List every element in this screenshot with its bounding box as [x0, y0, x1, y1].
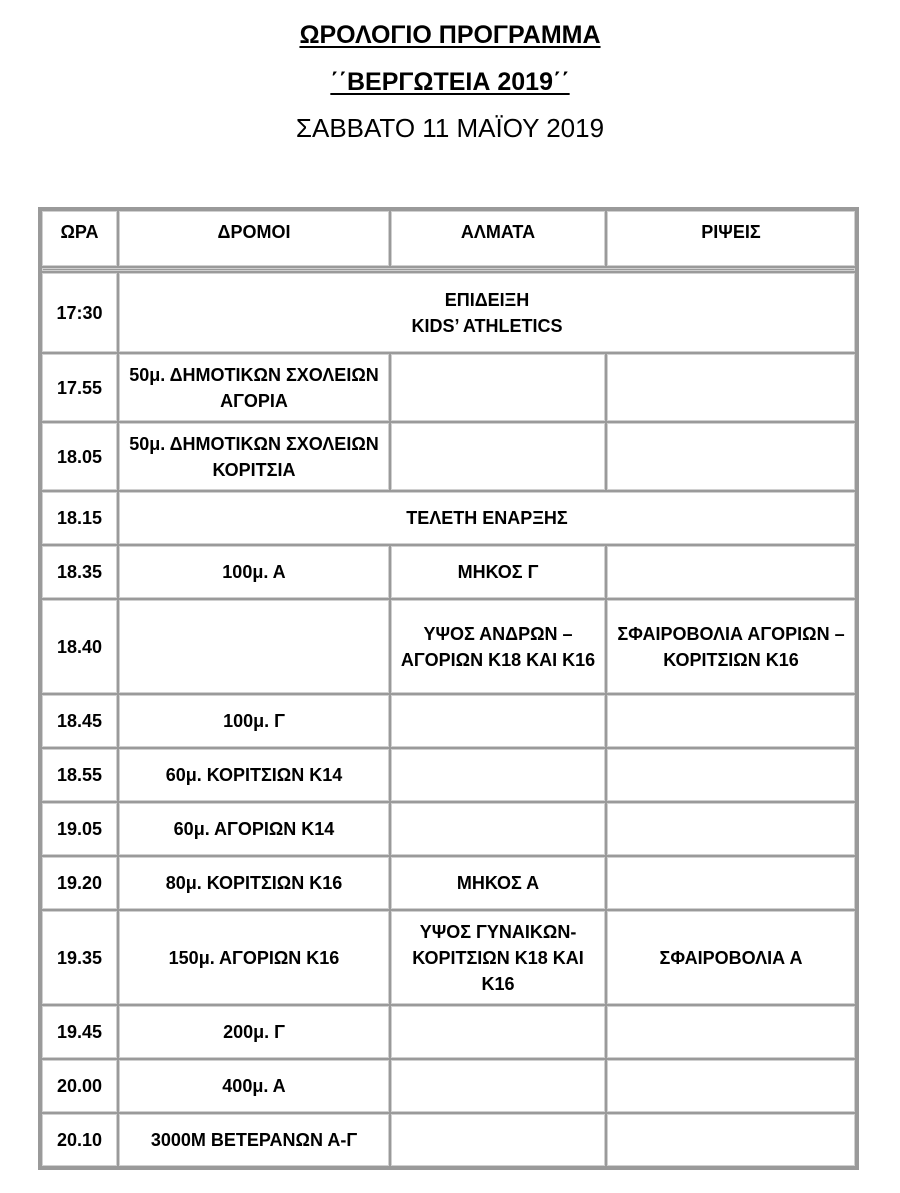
jumps-event — [390, 1005, 606, 1059]
throws-event: ΣΦΑΙΡΟΒΟΛΙΑ Α — [606, 910, 856, 1005]
table-row — [41, 802, 856, 856]
event-title: ΄΄ΒΕΡΓΩΤΕΙΑ 2019΄΄ — [330, 68, 570, 96]
track-event: 150μ. ΑΓΟΡΙΩΝ Κ16 — [118, 910, 390, 1005]
jumps-event: ΥΨΟΣ ΓΥΝΑΙΚΩΝ-ΚΟΡΙΤΣΙΩΝ Κ18 ΚΑΙ Κ16 — [390, 910, 606, 1005]
throws-event: ΣΦΑΙΡΟΒΟΛΙΑ ΑΓΟΡΙΩΝ – ΚΟΡΙΤΣΙΩΝ Κ16 — [606, 599, 856, 694]
throws-event — [606, 545, 856, 599]
table-row — [41, 1005, 856, 1059]
throws-event — [606, 856, 856, 910]
table-row-demo — [41, 272, 856, 353]
table-row — [41, 1059, 856, 1113]
row-time: 19.05 — [41, 802, 118, 856]
track-event: 50μ. ΔΗΜΟΤΙΚΩΝ ΣΧΟΛΕΙΩΝ ΚΟΡΙΤΣΙΑ — [118, 422, 390, 491]
track-event: 200μ. Γ — [118, 1005, 390, 1059]
table-row — [41, 545, 856, 599]
schedule-table — [38, 207, 859, 1170]
track-event: 50μ. ΔΗΜΟΤΙΚΩΝ ΣΧΟΛΕΙΩΝ ΑΓΟΡΙΑ — [118, 353, 390, 422]
row-time: 18.45 — [41, 694, 118, 748]
table-row — [41, 1113, 856, 1167]
table-row — [41, 694, 856, 748]
table-row — [41, 910, 856, 1005]
jumps-event — [390, 422, 606, 491]
header-throws: ΡΙΨΕΙΣ — [606, 210, 856, 267]
track-event: 3000Μ ΒΕΤΕΡΑΝΩΝ Α-Γ — [118, 1113, 390, 1167]
jumps-event — [390, 353, 606, 422]
event-date: ΣΑΒΒΑΤΟ 11 ΜΑΪΟΥ 2019 — [295, 113, 605, 143]
row-time: 20.10 — [41, 1113, 118, 1167]
track-event: 400μ. Α — [118, 1059, 390, 1113]
row-time: 18.05 — [41, 422, 118, 491]
table-row — [41, 599, 856, 694]
table-header-row — [41, 210, 856, 267]
row-time: 20.00 — [41, 1059, 118, 1113]
header-time: ΩΡΑ — [41, 210, 118, 267]
track-event: 60μ. ΚΟΡΙΤΣΙΩΝ Κ14 — [118, 748, 390, 802]
table-row — [41, 856, 856, 910]
jumps-event — [390, 802, 606, 856]
throws-event — [606, 802, 856, 856]
track-event: 100μ. Α — [118, 545, 390, 599]
row-time: 17.55 — [41, 353, 118, 422]
row-time: 18.35 — [41, 545, 118, 599]
row-time: 17:30 — [41, 272, 118, 353]
header-track: ΔΡΟΜΟΙ — [118, 210, 390, 267]
row-time: 18.40 — [41, 599, 118, 694]
table-row — [41, 353, 856, 422]
jumps-event — [390, 1059, 606, 1113]
jumps-event — [390, 748, 606, 802]
table-row — [41, 491, 856, 545]
header-jumps: ΑΛΜΑΤΑ — [390, 210, 606, 267]
jumps-event: ΜΗΚΟΣ Γ — [390, 545, 606, 599]
table-row — [41, 748, 856, 802]
track-event: 100μ. Γ — [118, 694, 390, 748]
jumps-event: ΜΗΚΟΣ Α — [390, 856, 606, 910]
page-title: ΩΡΟΛΟΓΙΟ ΠΡΟΓΡΑΜΜΑ — [299, 21, 601, 49]
row-time: 19.45 — [41, 1005, 118, 1059]
throws-event — [606, 1059, 856, 1113]
row-time: 18.55 — [41, 748, 118, 802]
throws-event — [606, 353, 856, 422]
row-time: 19.20 — [41, 856, 118, 910]
throws-event — [606, 1005, 856, 1059]
demo-cell — [118, 272, 856, 353]
jumps-event — [390, 694, 606, 748]
track-event: 60μ. ΑΓΟΡΙΩΝ Κ14 — [118, 802, 390, 856]
throws-event — [606, 748, 856, 802]
demo-line-2: KIDS’ ATHLETICS — [411, 315, 563, 336]
track-event — [118, 599, 390, 694]
throws-event — [606, 1113, 856, 1167]
table-row — [41, 422, 856, 491]
throws-event — [606, 422, 856, 491]
row-time: 19.35 — [41, 910, 118, 1005]
track-event: 80μ. ΚΟΡΙΤΣΙΩΝ Κ16 — [118, 856, 390, 910]
jumps-event — [390, 1113, 606, 1167]
row-time: 18.15 — [41, 491, 118, 545]
row-span-event: ΤΕΛΕΤΗ ΕΝΑΡΞΗΣ — [118, 491, 856, 545]
jumps-event: ΥΨΟΣ ΑΝΔΡΩΝ – ΑΓΟΡΙΩΝ Κ18 ΚΑΙ Κ16 — [390, 599, 606, 694]
demo-line-1: ΕΠΙΔΕΙΞΗ — [444, 289, 530, 310]
throws-event — [606, 694, 856, 748]
